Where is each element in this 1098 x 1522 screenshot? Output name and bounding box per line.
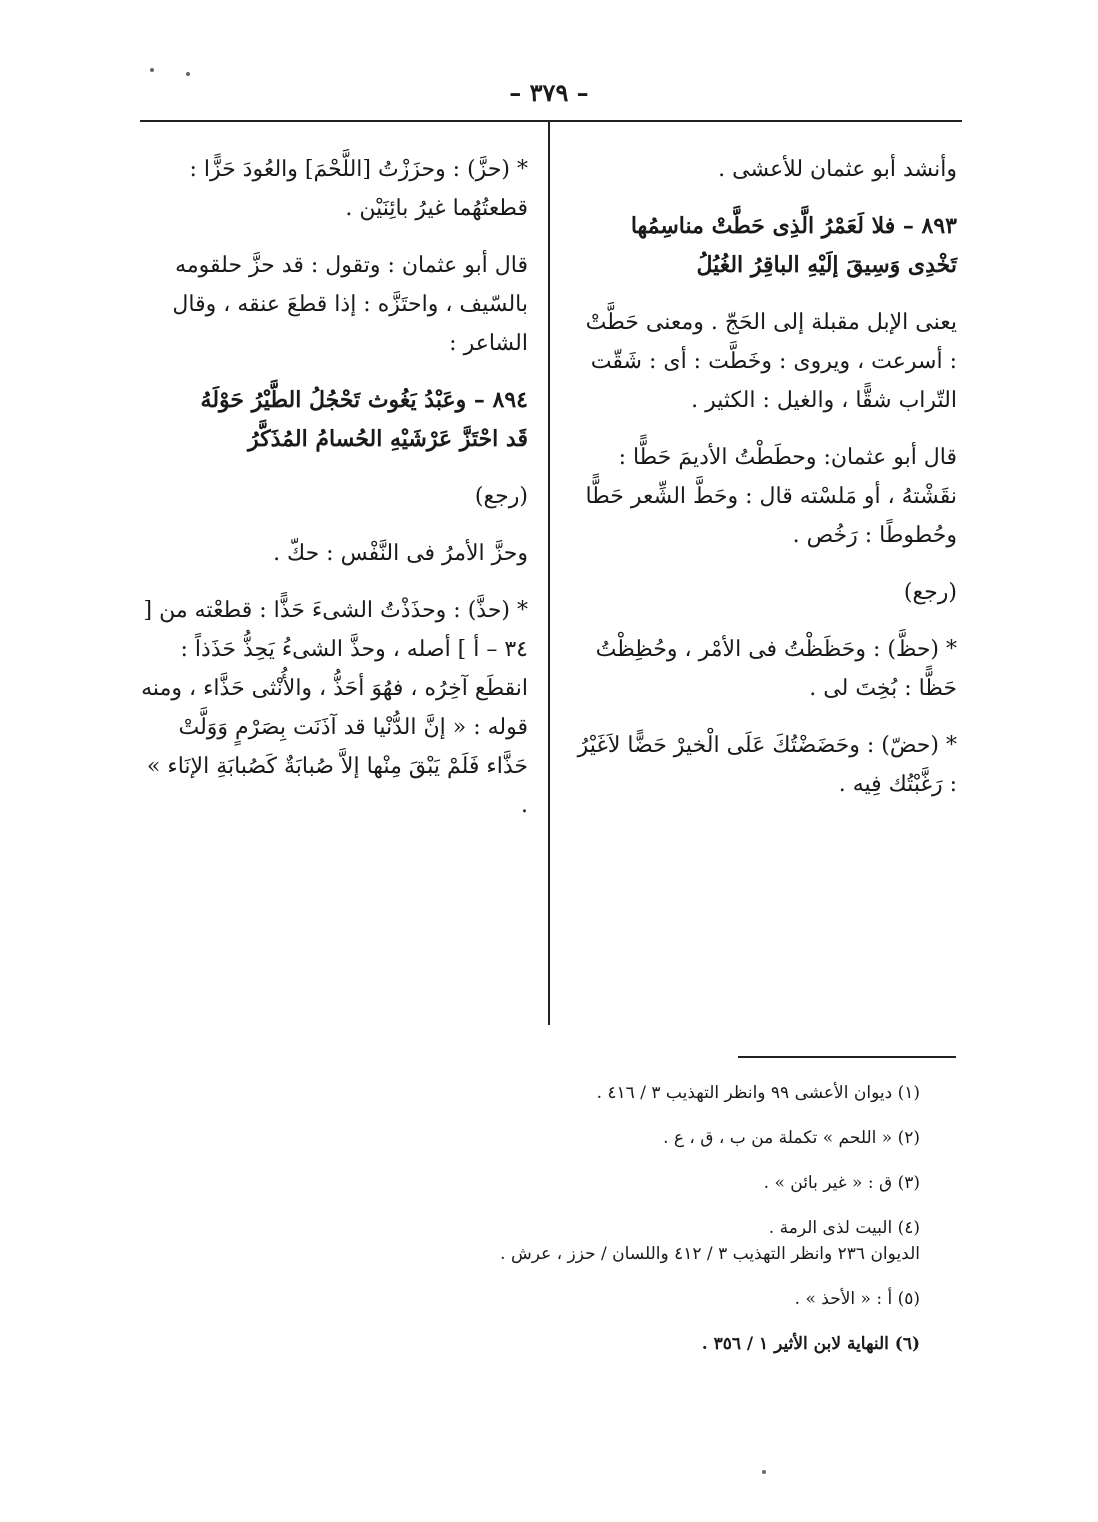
verse-893-line-2: تَخْدِى وَسِيقَ إلَيْهِ الباقِرُ الغُيُلُ [696, 252, 957, 278]
footnote-4: (٤) البيت لذى الرمة . [768, 1218, 920, 1238]
footnote-6: (٦) النهاية لابن الأثير ١ / ٣٥٦ . [701, 1334, 920, 1354]
right-section-label: (رجع) [903, 580, 957, 605]
right-column [572, 150, 957, 822]
left-paragraph-4: * (حذَّ) : وحذَذْتُ الشىءَ حَذًّا : قطعْته من [ ٣٤ – أ ] أصله ، وحذَّ الشىءُ يَحِذُّ حَذَذاً : انقطَع آخِرُه ، فهُوَ أحَذُّ ، والأُنْثى حَذَّاء ، ومنه قوله : « إنَّ الدُّنْيا قد آذَنَت بِصَرْمٍ وَوَلَّتْ حَذَّاء فَلَمْ يَبْقَ مِنْها إلاَّ صُبابَةٌ كَصُبابَةِ الإنَاء » . [141, 598, 528, 818]
scan-speck [150, 68, 154, 72]
left-paragraph-2: قال أبو عثمان : وتقول : قد حزَّ حلقومه بالسّيف ، واحتَزَّه : إذا قطعَ عنقه ، وقال الشاعر : [172, 253, 528, 356]
scan-speck [186, 72, 190, 76]
scan-speck [762, 1470, 766, 1474]
left-section-label: (رجع) [474, 484, 528, 509]
column-divider [548, 120, 550, 1025]
intro-line: وأنشد أبو عثمان للأعشى . [718, 157, 957, 182]
right-paragraph-1: يعنى الإبل مقبلة إلى الحَجّ . ومعنى حَطَّتْ : أسرعت ، ويروى : وخَطَّت : أى : شَقّت التّراب شقًّا ، والغيل : الكثير . [585, 310, 957, 413]
footnotes [380, 1082, 920, 1378]
left-column [140, 150, 528, 843]
left-paragraph-3: وحزَّ الأمرُ فى النَّفْس : حكّ . [273, 541, 528, 566]
verse-894-line-2: قَد احْتَزَّ عَرْشَيْهِ الحُسامُ المُذَكَّرُ [248, 426, 528, 452]
verse-893-line-1: ٨٩٣ – فلا لَعَمْرُ الَّذِى حَطَّتْ مناسِمُها [630, 213, 957, 239]
footnote-4-continuation: الديوان ٢٣٦ وانظر التهذيب ٣ / ٤١٢ واللسان / حزز ، عرش . [500, 1244, 920, 1264]
footnote-5: (٥) أ : « الأحذ » . [794, 1289, 920, 1309]
footnote-3: (٣) ق : « غير بائن » . [763, 1173, 920, 1193]
verse-894 [140, 381, 528, 459]
right-paragraph-3: * (حظَّ) : وحَظَظْتُ فى الأمْر ، وحُظِظْتُ حَظًّا : بُخِتَ لى . [595, 637, 957, 701]
footnote-1: (١) ديوان الأعشى ٩٩ وانظر التهذيب ٣ / ٤١٦ . [596, 1083, 920, 1103]
footnote-2: (٢) « اللحم » تكملة من ب ، ق ، ع . [663, 1128, 920, 1148]
verse-893 [572, 207, 957, 285]
header-rule [140, 120, 962, 122]
footnote-rule [738, 1056, 956, 1058]
verse-894-line-1: ٨٩٤ – وعَبْدُ يَغُوث تَحْجُلُ الطَّيْرُ حَوْلَهُ [200, 387, 528, 413]
right-paragraph-2: قال أبو عثمان: وحطَطْتُ الأديمَ حَطًّا : نقَشْتهُ ، أو مَلسْته قال : وحَطَّ الشِّعر حَطًّا وحُطوطًا : رَخُص . [585, 445, 957, 548]
page-number: – ٣٧٩ – [509, 78, 589, 107]
right-paragraph-4: * (حضّ) : وحَضَضْتُكَ عَلَى الْخيرْ حَضًّا لاَغَيْرُ : رَغَّبْتُك فِيه . [577, 733, 957, 797]
left-paragraph-1: * (حزَّ) : وحزَزْتُ [اللَّحْمَ] والعُودَ حَزًّا : قطعتُهُما غيرُ بائِنَيْن . [189, 157, 528, 221]
